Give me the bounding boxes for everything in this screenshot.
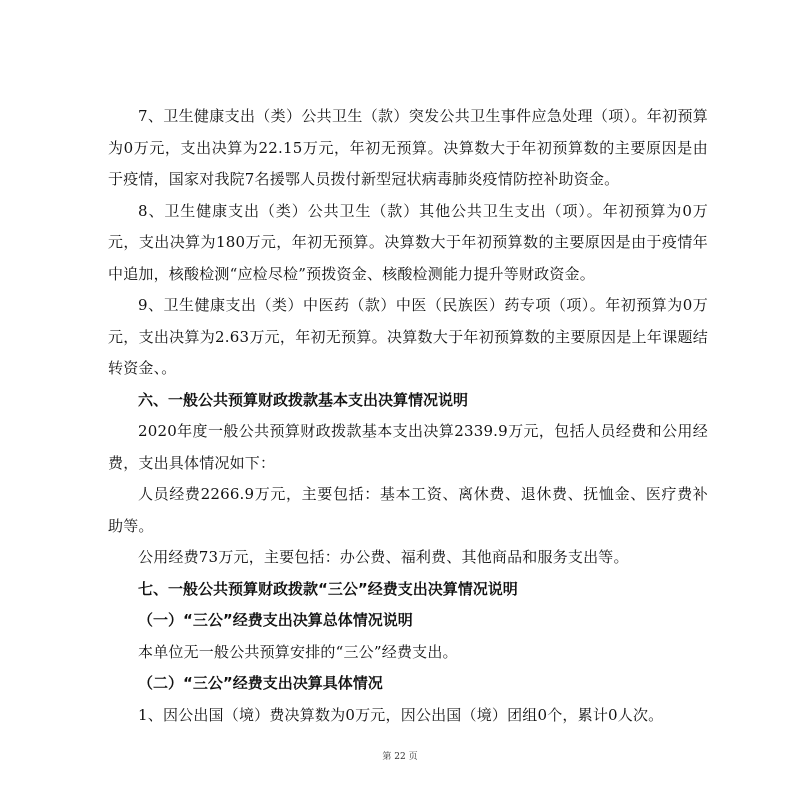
three-public-summary-paragraph: 本单位无一般公共预算安排的“三公”经费支出。: [138, 642, 458, 661]
public-expenses-paragraph: 公用经费73万元，主要包括：办公费、福利费、其他商品和服务支出等。: [138, 548, 629, 566]
paragraph-item-8: 8、卫生健康支出（类）公共卫生（款）其他公共卫生支出（项）。年初预算为0万元，支出决算为180万元，年初无预算。决算数大于年初预算数的主要原因是由于疫情年中追加，核酸检测“应检尽检”预拨资金、核酸检测能力提升等财政资金。: [108, 201, 708, 283]
basic-expenditure-summary: 2020年度一般公共预算财政拨款基本支出决算2339.9万元，包括人员经费和公用经费，支出具体情况如下：: [108, 422, 708, 472]
subsection-heading-1: （一）“三公”经费支出决算总体情况说明: [138, 611, 413, 629]
personnel-expenses-paragraph: 人员经费2266.9万元，主要包括：基本工资、离休费、退休费、抚恤金、医疗费补助等。: [108, 485, 708, 535]
subsection-heading-2: （二）“三公”经费支出决算具体情况: [138, 674, 383, 692]
section-heading-7: 七、一般公共预算财政拨款“三公”经费支出决算情况说明: [138, 579, 518, 598]
paragraph-item-9: 9、卫生健康支出（类）中医药（款）中医（民族医）药专项（项）。年初预算为0万元，支出决算为2.63万元，年初无预算。决算数大于年初预算数的主要原因是上年课题结转资金、。: [108, 296, 708, 377]
overseas-travel-paragraph: 1、因公出国（境）费决算数为0万元，因公出国（境）团组0个，累计0人次。: [138, 705, 664, 724]
document-body: [108, 101, 708, 731]
paragraph-item-7: 7、卫生健康支出（类）公共卫生（款）突发公共卫生事件应急处理（项）。年初预算为0万元，支出决算为22.15万元，年初无预算。决算数大于年初预算数的主要原因是由于疫情，国家对我院7名援鄂人员拨付新型冠状病毒肺炎疫情防控补助资金。: [108, 107, 708, 188]
page-number: 第 22 页: [382, 752, 418, 762]
section-heading-6: 六、一般公共预算财政拨款基本支出决算情况说明: [138, 390, 469, 409]
